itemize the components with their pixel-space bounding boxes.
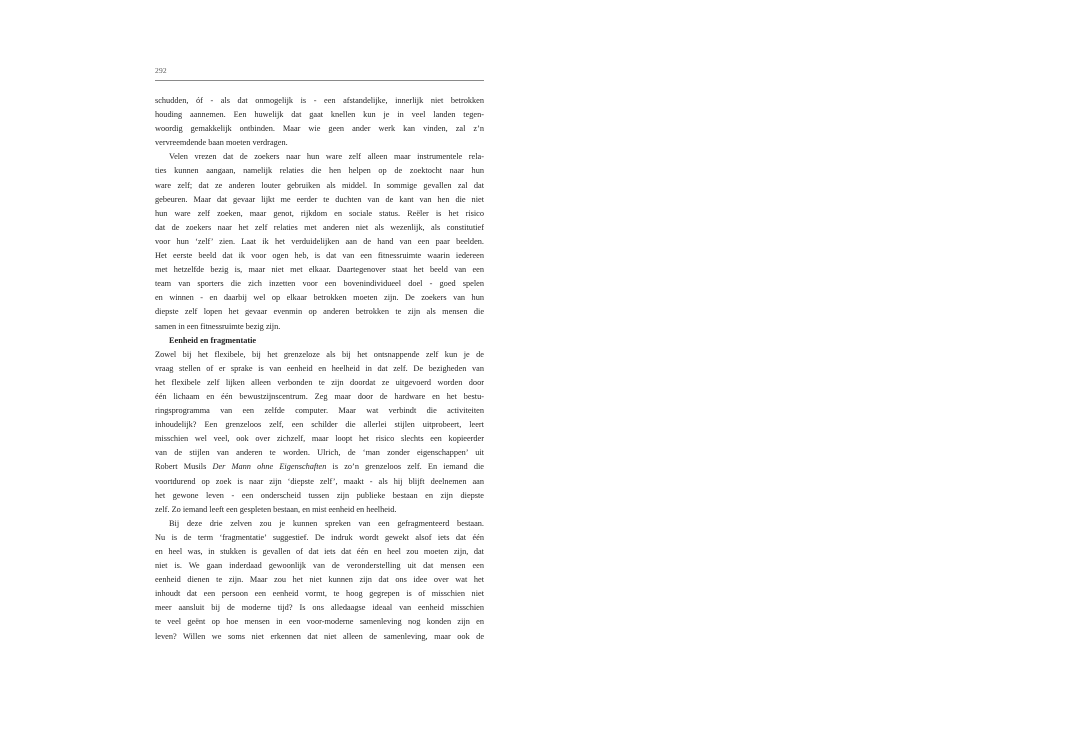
text-line: woordig gemakkelijk ontbinden. Maar wie geen ander werk kan vinden, zal z’n — [155, 124, 484, 134]
text-line: vraag stellen of er sprake is van eenheid en heelheid in dat zelf. De bezigheden van — [155, 363, 484, 373]
text-line: het gewone leven - een onderscheid tussen zijn publieke bestaan en zijn diepste — [155, 490, 484, 500]
text-line: en heel was, in stukken is gevallen of dat iets dat één en heel zou moeten zijn, dat — [155, 547, 484, 556]
text-line: inhoudelijk? Een grenzeloos zelf, een schilder die allerlei stijlen uitprobeert, leert — [155, 420, 484, 430]
text-line: eenheid dienen te zijn. Maar zou het niet kunnen zijn dat ons idee over wat het — [155, 575, 484, 585]
text-line: gebeuren. Maar dat gevaar lijkt me eerder te duchten van de kant van hen die niet — [155, 194, 484, 204]
text-fragment: Robert Musils — [155, 462, 213, 472]
body-text — [155, 94, 484, 644]
text-line: Nu is de term ‘fragmentatie’ suggestief. De indruk wordt gewekt alsof iets dat één — [155, 532, 484, 542]
text-line: leven? Willen we soms niet erkennen dat niet alleen de samenleving, maar ook de — [155, 631, 484, 641]
text-line: schudden, óf - als dat onmogelijk is - een afstandelijke, innerlijk niet betrokken — [155, 96, 484, 105]
text-line: van de stijlen van anderen te worden. Ulrich, de ‘man zonder eigenschappen’ uit — [155, 448, 484, 458]
text-line: Zowel bij het flexibele, bij het grenzeloze als bij het ontsnappende zelf kun je de — [155, 349, 484, 359]
header-rule — [155, 80, 484, 81]
text-line: meer aansluit bij de moderne tijd? Is ons alledaagse ideaal van eenheid misschien — [155, 603, 484, 613]
text-line: één lichaam en één bewustzijnscentrum. Zeg maar door de hardware en het bestu- — [155, 391, 484, 401]
text-line — [155, 460, 484, 474]
text-line: Het eerste beeld dat ik voor ogen heb, is dat van een fitnessruimte waarin iedereen — [155, 251, 484, 261]
page-number: 292 — [155, 66, 167, 75]
text-line: vervreemdende baan moeten verdragen. — [155, 138, 288, 148]
text-fragment: is zo’n grenzeloos zelf. En iemand die — [326, 462, 484, 472]
paragraph-4 — [155, 517, 484, 644]
text-line: ringsprogramma van een zelfde computer. Maar wat verbindt die activiteiten — [155, 406, 484, 416]
text-line: voor hun ‘zelf’ zien. Laat ik het verduidelijken aan de hand van een paar beelden. — [155, 236, 484, 246]
text-line: samen in een fitnessruimte bezig zijn. — [155, 321, 281, 331]
text-line: inhoudt dat een persoon een eenheid vormt, te hoog gegrepen is of misschien niet — [155, 589, 484, 599]
text-line: misschien wel veel, ook over zichzelf, maar loopt het risico slechts een kopieerder — [155, 434, 484, 444]
text-line: het flexibele zelf lijken alleen verbonden te zijn doordat ze uitgevoerd worden door — [155, 377, 484, 387]
book-title: Der Mann ohne Eigenschaften — [212, 462, 327, 472]
text-line: diepste zelf lopen het gevaar evenmin op anderen betrokken te zijn als mensen die — [155, 307, 484, 317]
text-line: dat de zoekers naar het zelf relaties met anderen niet als wezenlijk, als constitutief — [155, 222, 484, 232]
section-heading: Eenheid en fragmentatie — [169, 335, 257, 345]
paragraph-2 — [155, 150, 484, 333]
text-line: en winnen - en daarbij wel op elkaar betrokken moeten zijn. De zoekers van hun — [155, 293, 484, 303]
text-line: voortdurend op zoek is naar zijn ‘diepste zelf’, maakt - als hij blijft deelnemen aan — [155, 476, 484, 486]
text-line: met hetzelfde bezig is, maar niet met elkaar. Daartegenover staat het beeld van een — [155, 265, 484, 275]
text-line: niet is. We gaan inderdaad gewoonlijk van de veronderstelling uit dat mensen een — [155, 561, 484, 571]
text-line: zelf. Zo iemand leeft een gespleten bestaan, en mist eenheid en heelheid. — [155, 504, 397, 514]
text-line: Velen vrezen dat de zoekers naar hun ware zelf alleen maar instrumentele rela- — [169, 152, 484, 162]
text-line: Bij deze drie zelven zou je kunnen spreken van een gefragmenteerd bestaan. — [169, 518, 484, 528]
text-line: hun ware zelf zoeken, maar genot, rijkdom en sociale status. Reëler is het risico — [155, 208, 484, 218]
text-line: ware zelf; dat ze anderen louter gebruiken als middel. In sommige gevallen zal dat — [155, 180, 484, 190]
paragraph-3 — [155, 348, 484, 517]
paragraph-1 — [155, 94, 484, 150]
text-line: houding aannemen. Een huwelijk dat gaat knellen kun je in veel landen tegen- — [155, 110, 484, 120]
text-line: te veel geënt op hoe mensen in een voor-moderne samenleving nog konden zijn en — [155, 617, 484, 627]
text-line: ties kunnen aangaan, namelijk relaties die hen helpen op de zoektocht naar hun — [155, 166, 484, 176]
text-line: team van sporters die zich inzetten voor een bovenindividueel doel - goed spelen — [155, 279, 484, 289]
